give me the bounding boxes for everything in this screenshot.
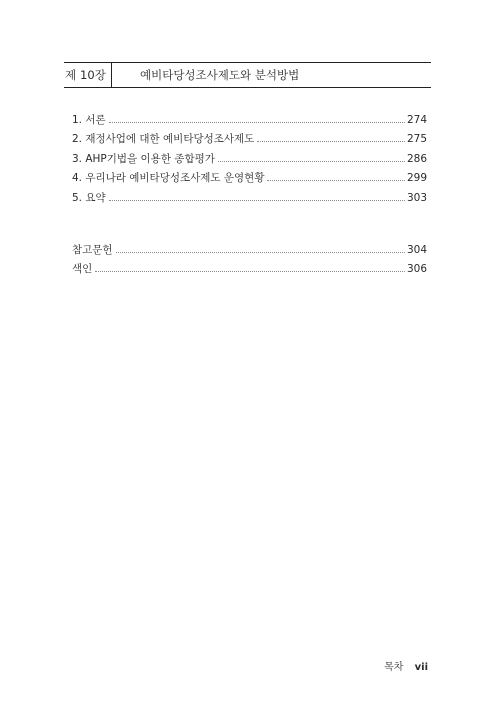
- toc-entry-page: 299: [406, 172, 427, 184]
- toc-entry[interactable]: [72, 165, 427, 185]
- section-list: [72, 106, 427, 204]
- chapter-top-rule: [64, 62, 431, 63]
- chapter-number: 제 10장: [65, 68, 107, 82]
- toc-entry-label: 4. 우리나라 예비타당성조사제도 운영현황: [72, 172, 265, 184]
- toc-entry-page: 274: [406, 113, 427, 126]
- toc-entry[interactable]: [72, 106, 427, 126]
- toc-entry[interactable]: [72, 126, 427, 146]
- toc-entry-page: 304: [406, 243, 427, 256]
- dot-leader: [267, 180, 404, 181]
- toc-entry[interactable]: [72, 145, 427, 165]
- dot-leader: [218, 161, 405, 162]
- chapter-bottom-rule: [64, 87, 431, 88]
- chapter-title: 예비타당성조사제도와 분석방법: [140, 68, 300, 82]
- toc-entry-references[interactable]: [72, 236, 427, 256]
- toc-entry-page: 306: [406, 263, 427, 275]
- toc-entry-page: 303: [406, 191, 427, 204]
- toc-entry[interactable]: [72, 184, 427, 204]
- dot-leader: [257, 141, 405, 142]
- chapter-header: [64, 62, 431, 88]
- toc-entry-label: 3. AHP기법을 이용한 종합평가: [72, 152, 215, 165]
- toc-entry-index[interactable]: [72, 256, 427, 276]
- backmatter-list: [72, 236, 427, 275]
- dot-leader: [109, 200, 405, 201]
- dot-leader: [109, 122, 405, 123]
- footer-page-number: vii: [414, 662, 428, 673]
- toc-entry-label: 5. 요약: [72, 191, 106, 204]
- chapter-divider: [111, 62, 112, 88]
- toc-entry-label: 1. 서론: [72, 113, 106, 126]
- toc-entry-label: 색인: [72, 263, 93, 275]
- toc-entry-label: 참고문헌: [72, 243, 113, 256]
- dot-leader: [95, 271, 405, 272]
- footer-label: 목차: [384, 662, 404, 673]
- toc-entry-page: 275: [406, 133, 427, 145]
- toc-entry-label: 2. 재정사업에 대한 예비타당성조사제도: [72, 133, 255, 145]
- toc-entry-page: 286: [406, 152, 427, 165]
- page-footer: [384, 658, 428, 673]
- dot-leader: [116, 252, 405, 253]
